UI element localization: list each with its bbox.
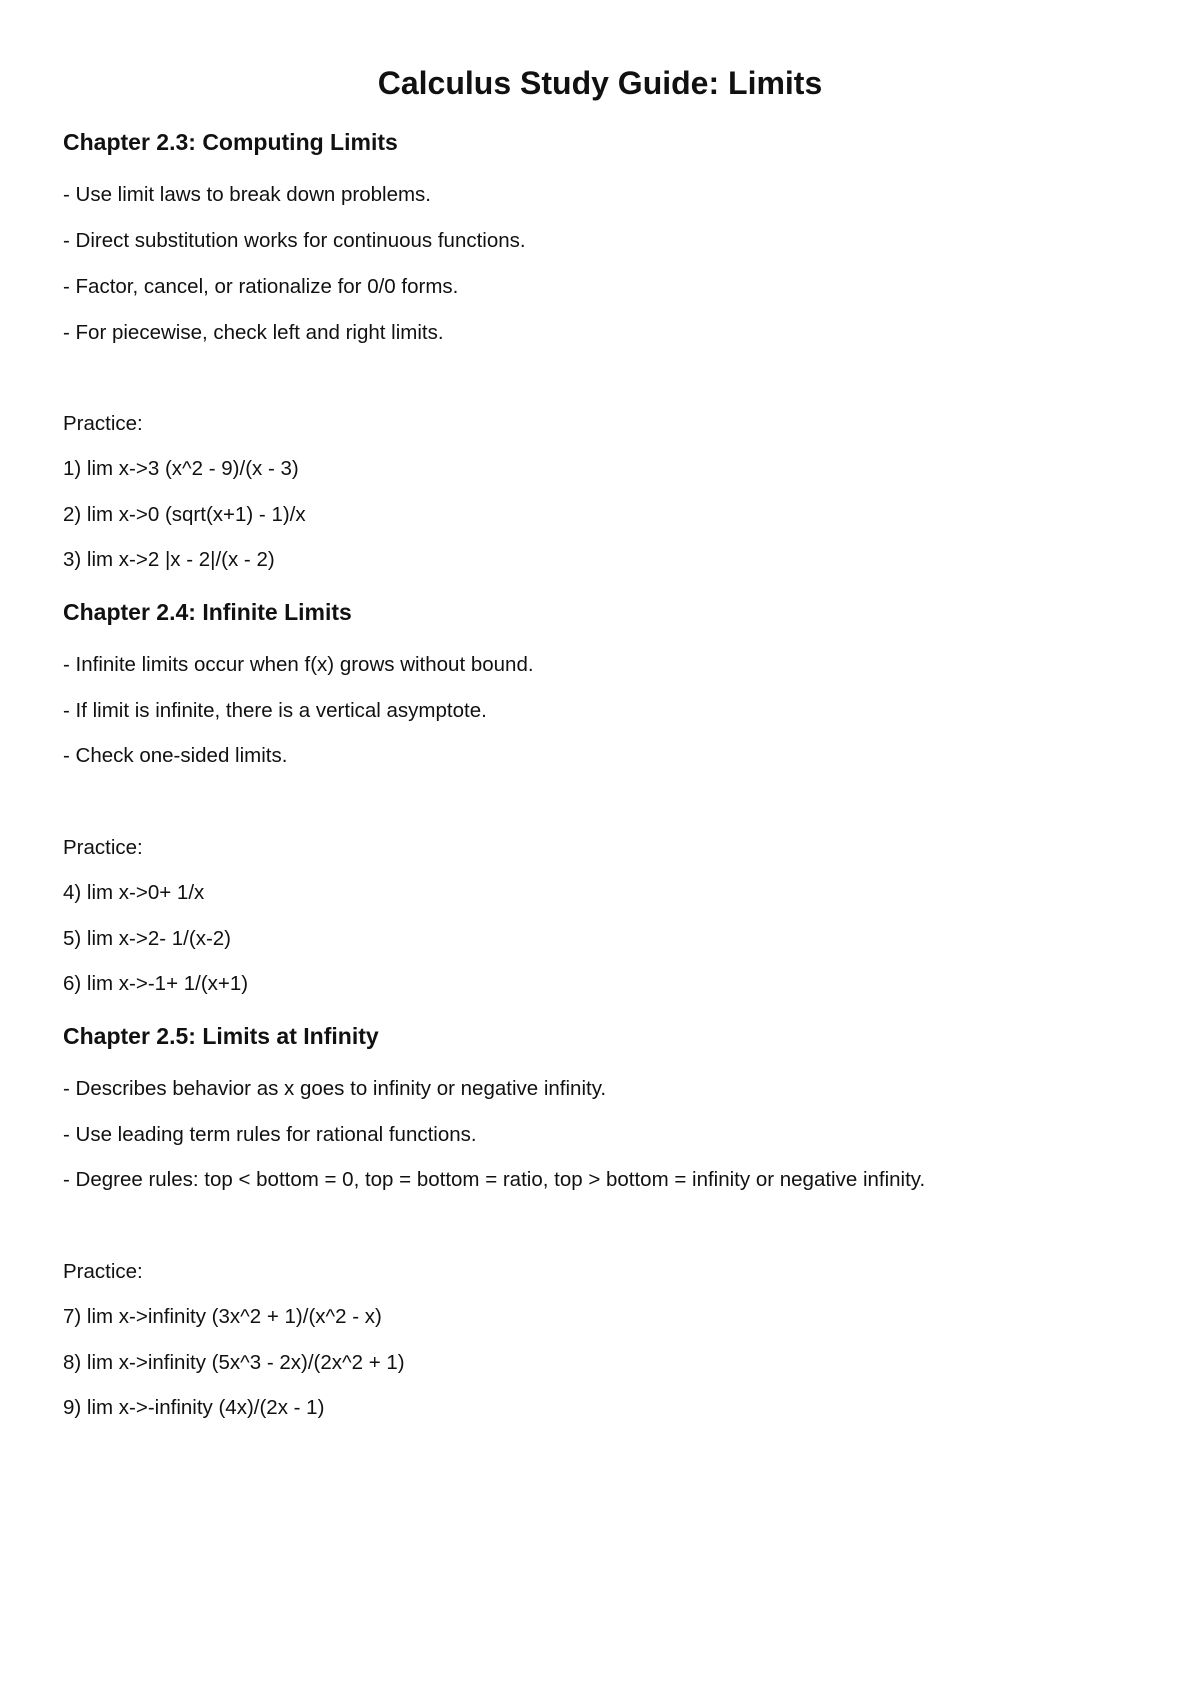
practice-problem: 4) lim x->0+ 1/x	[63, 881, 205, 904]
practice-problem: 9) lim x->-infinity (4x)/(2x - 1)	[63, 1396, 325, 1419]
practice-label: Practice:	[63, 1260, 143, 1283]
bullet-item: - Use leading term rules for rational functions.	[63, 1123, 477, 1146]
bullet-item: - Factor, cancel, or rationalize for 0/0 forms.	[63, 275, 459, 298]
bullet-item: - Use limit laws to break down problems.	[63, 183, 431, 206]
bullet-item: - Direct substitution works for continuous functions.	[63, 229, 526, 252]
practice-problem: 3) lim x->2 |x - 2|/(x - 2)	[63, 548, 275, 571]
section-heading-computing-limits: Chapter 2.3: Computing Limits	[63, 129, 398, 155]
practice-problem: 5) lim x->2- 1/(x-2)	[63, 927, 232, 950]
section-heading-limits-at-infinity: Chapter 2.5: Limits at Infinity	[63, 1023, 379, 1049]
practice-label: Practice:	[63, 836, 143, 859]
practice-problem: 2) lim x->0 (sqrt(x+1) - 1)/x	[63, 503, 306, 526]
bullet-item: - Check one-sided limits.	[63, 744, 288, 767]
bullet-item: - Infinite limits occur when f(x) grows without bound.	[63, 653, 534, 676]
practice-label: Practice:	[63, 412, 143, 435]
section-heading-infinite-limits: Chapter 2.4: Infinite Limits	[63, 599, 352, 625]
bullet-item: - Describes behavior as x goes to infinity or negative infinity.	[63, 1077, 607, 1100]
practice-problem: 7) lim x->infinity (3x^2 + 1)/(x^2 - x)	[63, 1305, 382, 1328]
practice-problem: 8) lim x->infinity (5x^3 - 2x)/(2x^2 + 1)	[63, 1351, 405, 1374]
document-title: Calculus Study Guide: Limits	[377, 65, 823, 101]
practice-problem: 1) lim x->3 (x^2 - 9)/(x - 3)	[63, 457, 299, 480]
practice-problem: 6) lim x->-1+ 1/(x+1)	[63, 972, 249, 995]
bullet-item: - For piecewise, check left and right limits.	[63, 321, 444, 344]
bullet-item: - Degree rules: top < bottom = 0, top = bottom = ratio, top > bottom = infinity or negative infinity.	[63, 1168, 926, 1191]
bullet-item: - If limit is infinite, there is a vertical asymptote.	[63, 699, 487, 722]
